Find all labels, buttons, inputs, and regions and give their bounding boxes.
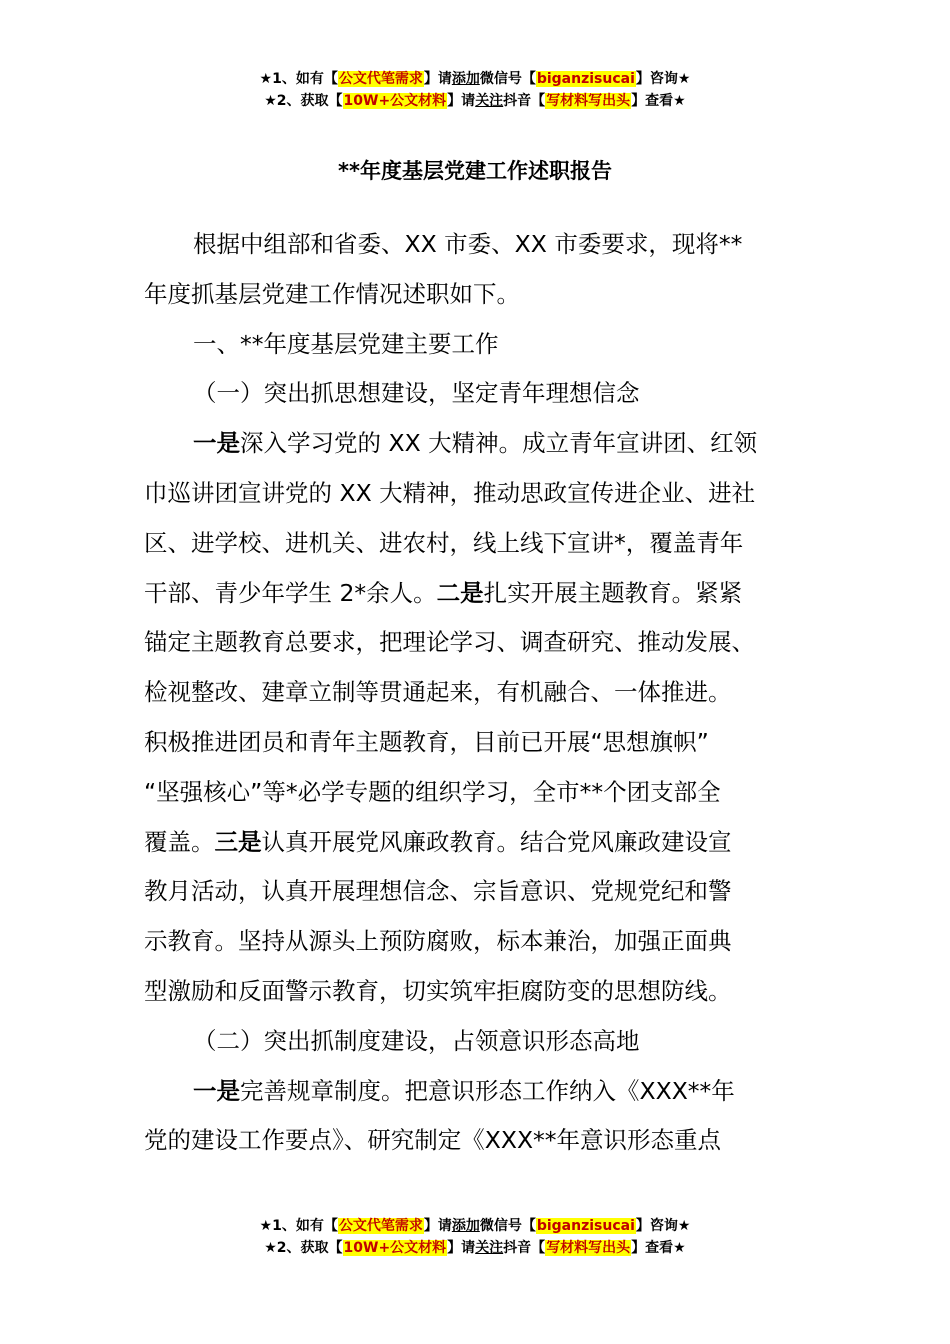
point-marker: 一是 bbox=[193, 1076, 240, 1105]
section-heading: 一、**年度基层党建主要工作 bbox=[193, 329, 499, 358]
banner-text: 】请 bbox=[447, 93, 476, 109]
point-marker: 三是 bbox=[214, 827, 262, 856]
body-text: 扎实开展主题教育。紧紧 bbox=[483, 578, 743, 607]
banner-text: ★2、获取【 bbox=[264, 93, 343, 109]
subsection-heading: （一）突出抓思想建设，坚定青年理想信念 bbox=[193, 379, 640, 408]
body-line: 积极推进团员和青年主题教育，目前已开展“思想旗帜” bbox=[144, 727, 709, 756]
body-line: 检视整改、建章立制等贯通起来，有机融合、一体推进。 bbox=[144, 678, 732, 707]
banner-emphasis: 添加 bbox=[451, 71, 480, 87]
banner-text: 】请 bbox=[423, 71, 452, 87]
body-line: 巾巡讲团宣讲党的 XX 大精神，推动思政宣传进企业、进社 bbox=[144, 478, 756, 507]
banner-text: 微信号【 bbox=[479, 1218, 536, 1234]
banner-text: 】查看★ bbox=[631, 1240, 686, 1256]
banner-line-1 bbox=[0, 1215, 950, 1237]
banner-text: 抖音【 bbox=[503, 93, 546, 109]
banner-highlight: 10W+公文材料 bbox=[343, 93, 447, 109]
body-text: 深入学习党的 XX 大精神。成立青年宣讲团、红领 bbox=[240, 429, 758, 458]
banner-text: ★2、获取【 bbox=[264, 1240, 343, 1256]
body-line: 锚定主题教育总要求，把理论学习、调查研究、推动发展、 bbox=[144, 628, 755, 657]
banner-line-2 bbox=[0, 1237, 950, 1259]
body-line bbox=[144, 1067, 824, 1117]
banner-wechat-id: biganzisucai bbox=[536, 71, 635, 87]
body-line: 根据中组部和省委、XX 市委、XX 市委要求，现将** bbox=[193, 230, 743, 258]
banner-text: 微信号【 bbox=[479, 71, 536, 87]
banner-emphasis: 添加 bbox=[451, 1218, 480, 1234]
body-line bbox=[144, 569, 824, 619]
banner-text: 】咨询★ bbox=[635, 71, 691, 87]
banner-text: ★1、如有【 bbox=[259, 71, 338, 87]
top-banner bbox=[0, 68, 950, 112]
banner-emphasis: 关注 bbox=[475, 93, 504, 109]
body-line: 型激励和反面警示教育，切实筑牢拒腐防变的思想防线。 bbox=[144, 976, 732, 1005]
bottom-banner bbox=[0, 1215, 950, 1259]
body-line: “坚强核心”等*必学专题的组织学习，全市**个团支部全 bbox=[144, 777, 721, 806]
body-text: 干部、青少年学生 2*余人。 bbox=[144, 578, 437, 607]
document-body bbox=[144, 220, 824, 1166]
body-text: 完善规章制度。把意识形态工作纳入《XXX**年 bbox=[240, 1076, 735, 1105]
banner-text: 】请 bbox=[447, 1240, 476, 1256]
banner-line-1 bbox=[0, 68, 950, 90]
body-line: 年度抓基层党建工作情况述职如下。 bbox=[144, 279, 520, 308]
banner-highlight: 公文代笔需求 bbox=[338, 1218, 423, 1234]
banner-text: 抖音【 bbox=[503, 1240, 546, 1256]
banner-text: 】请 bbox=[423, 1218, 452, 1234]
document-title: **年度基层党建工作述职报告 bbox=[338, 159, 612, 183]
body-line bbox=[144, 818, 824, 868]
banner-text: 】咨询★ bbox=[635, 1218, 691, 1234]
banner-line-2 bbox=[0, 90, 950, 112]
banner-text: ★1、如有【 bbox=[259, 1218, 338, 1234]
banner-wechat-id: biganzisucai bbox=[536, 1218, 635, 1234]
point-marker: 一是 bbox=[193, 429, 240, 458]
body-line: 党的建设工作要点》、研究制定《XXX**年意识形态重点 bbox=[144, 1126, 722, 1155]
subsection-heading: （二）突出抓制度建设，占领意识形态高地 bbox=[193, 1026, 640, 1055]
body-text: 认真开展党风廉政教育。结合党风廉政建设宣 bbox=[261, 827, 732, 856]
body-line bbox=[144, 419, 824, 469]
body-line: 区、进学校、进机关、进农村，线上线下宣讲*，覆盖青年 bbox=[144, 528, 744, 557]
banner-text: 】查看★ bbox=[631, 93, 686, 109]
banner-douyin-id: 写材料写出头 bbox=[546, 1240, 631, 1256]
body-text: 覆盖。 bbox=[144, 827, 215, 856]
body-line: 示教育。坚持从源头上预防腐败，标本兼治，加强正面典 bbox=[144, 927, 732, 956]
banner-emphasis: 关注 bbox=[475, 1240, 504, 1256]
banner-highlight: 公文代笔需求 bbox=[338, 71, 423, 87]
banner-highlight: 10W+公文材料 bbox=[343, 1240, 447, 1256]
point-marker: 二是 bbox=[436, 578, 484, 607]
banner-douyin-id: 写材料写出头 bbox=[546, 93, 631, 109]
body-line: 教月活动，认真开展理想信念、宗旨意识、党规党纪和警 bbox=[144, 877, 732, 906]
